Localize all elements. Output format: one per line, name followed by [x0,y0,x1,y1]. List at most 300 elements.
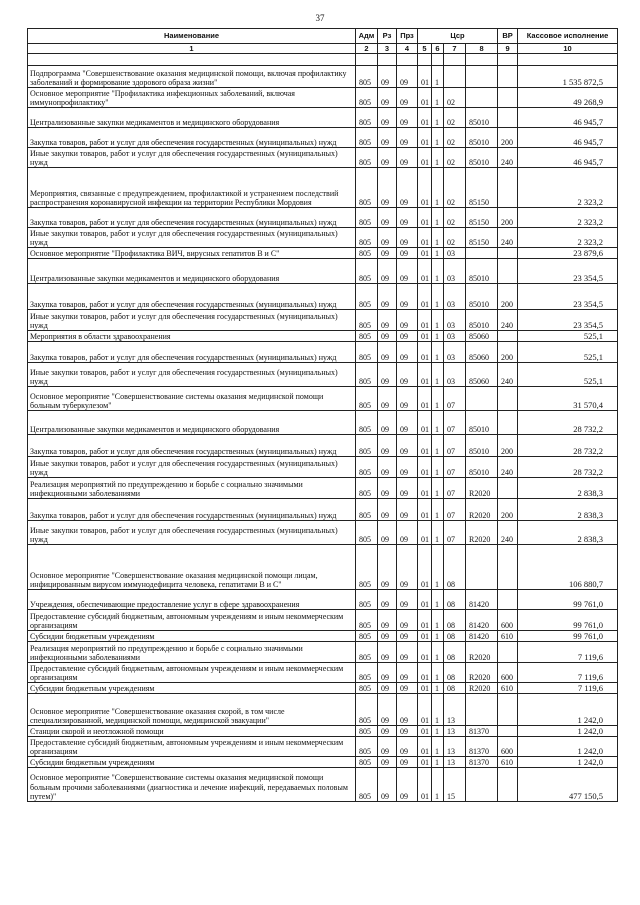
column-number: 4 [397,44,418,54]
row-csr-part1: 01 [418,435,432,457]
spacer-cell [28,54,356,66]
header-vr: ВР [498,29,518,44]
row-rz: 09 [378,590,397,610]
row-name: Иные закупки товаров, работ и услуг для обеспечения государственных (муниципальных) нужд [28,310,356,331]
row-amount: 1 242,0 [518,694,618,726]
row-rz: 09 [378,726,397,737]
row-adm: 805 [356,342,378,363]
row-csr-part4 [466,248,498,259]
row-rz: 09 [378,248,397,259]
row-prz: 09 [397,478,418,499]
row-name: Централизованные закупки медикаментов и медицинского оборудования [28,259,356,284]
row-csr-part3: 02 [444,88,466,108]
header-name: Наименование [28,29,356,44]
row-adm: 805 [356,435,378,457]
row-csr-part3: 03 [444,284,466,310]
table-row [28,694,618,726]
row-adm: 805 [356,631,378,642]
row-csr-part2: 1 [432,521,444,545]
table-row [28,726,618,737]
row-csr-part4: 85010 [466,435,498,457]
spacer-cell [518,54,618,66]
row-csr-part1: 01 [418,208,432,228]
row-prz: 09 [397,128,418,148]
header-rz: Рз [378,29,397,44]
row-csr-part3: 07 [444,435,466,457]
row-csr-part1: 01 [418,387,432,411]
row-csr-part3: 02 [444,148,466,168]
row-csr-part3: 08 [444,545,466,590]
row-name: Основное мероприятие "Совершенствование системы оказания медицинской помощи больным прочими заболеваниями (диагностика и лечение инфекций, передаваемых половым путем)" [28,768,356,802]
row-adm: 805 [356,128,378,148]
row-csr-part3: 02 [444,228,466,248]
budget-table [27,28,618,802]
table-row [28,590,618,610]
row-csr-part3: 08 [444,642,466,663]
row-name: Предоставление субсидий бюджетным, автономным учреждениям и иным некоммерческим организациям [28,663,356,683]
row-name: Закупка товаров, работ и услуг для обеспечения государственных (муниципальных) нужд [28,499,356,521]
row-rz: 09 [378,148,397,168]
row-name: Закупка товаров, работ и услуг для обеспечения государственных (муниципальных) нужд [28,208,356,228]
spacer-cell [418,54,432,66]
row-prz: 09 [397,387,418,411]
row-csr-part2: 1 [432,435,444,457]
row-amount: 28 732,2 [518,435,618,457]
row-prz: 09 [397,284,418,310]
table-row [28,88,618,108]
row-rz: 09 [378,610,397,631]
row-rz: 09 [378,168,397,208]
row-csr-part3: 03 [444,259,466,284]
row-prz: 09 [397,590,418,610]
row-csr-part3: 07 [444,387,466,411]
row-csr-part4: R2020 [466,683,498,694]
page-number: 37 [315,13,325,23]
row-adm: 805 [356,545,378,590]
row-amount: 1 242,0 [518,757,618,768]
row-prz: 09 [397,148,418,168]
row-rz: 09 [378,387,397,411]
row-csr-part1: 01 [418,363,432,387]
row-prz: 09 [397,457,418,478]
row-csr-part4: 81420 [466,590,498,610]
row-csr-part1: 01 [418,737,432,757]
table-row [28,610,618,631]
row-csr-part4: 85010 [466,148,498,168]
row-name: Станции скорой и неотложной помощи [28,726,356,737]
row-rz: 09 [378,757,397,768]
row-rz: 09 [378,363,397,387]
row-amount: 99 761,0 [518,610,618,631]
row-name: Основное мероприятие "Совершенствование оказания скорой, в том числе специализированной, медицинской помощи, медицинской эвакуации" [28,694,356,726]
row-prz: 09 [397,435,418,457]
row-rz: 09 [378,284,397,310]
row-adm: 805 [356,411,378,435]
row-prz: 09 [397,363,418,387]
row-csr-part3: 13 [444,694,466,726]
row-csr-part3: 03 [444,310,466,331]
row-vr: 240 [498,363,518,387]
row-csr-part4: 85060 [466,363,498,387]
row-name: Субсидии бюджетным учреждениям [28,757,356,768]
row-vr: 600 [498,663,518,683]
row-csr-part4: 85150 [466,208,498,228]
table-row [28,411,618,435]
row-csr-part2: 1 [432,590,444,610]
row-csr-part3: 03 [444,363,466,387]
row-prz: 09 [397,411,418,435]
table-row [28,284,618,310]
column-number: 6 [432,44,444,54]
row-vr: 600 [498,610,518,631]
row-adm: 805 [356,499,378,521]
row-vr [498,387,518,411]
row-prz: 09 [397,228,418,248]
table-row [28,499,618,521]
row-adm: 805 [356,590,378,610]
row-rz: 09 [378,768,397,802]
row-csr-part3: 07 [444,521,466,545]
row-vr: 200 [498,499,518,521]
row-csr-part2: 1 [432,478,444,499]
table-row [28,663,618,683]
table-row [28,310,618,331]
row-csr-part2: 1 [432,108,444,128]
row-csr-part2: 1 [432,331,444,342]
row-prz: 09 [397,310,418,331]
spacer-cell [498,54,518,66]
row-amount: 525,1 [518,342,618,363]
row-csr-part3: 08 [444,683,466,694]
row-csr-part3: 07 [444,499,466,521]
row-vr [498,726,518,737]
row-csr-part2: 1 [432,411,444,435]
row-vr: 610 [498,757,518,768]
row-amount: 525,1 [518,331,618,342]
row-prz: 09 [397,545,418,590]
row-vr: 200 [498,208,518,228]
row-csr-part3: 02 [444,128,466,148]
row-rz: 09 [378,521,397,545]
row-vr [498,248,518,259]
row-csr-part3: 02 [444,108,466,128]
row-name: Закупка товаров, работ и услуг для обеспечения государственных (муниципальных) нужд [28,342,356,363]
row-rz: 09 [378,66,397,88]
row-vr [498,411,518,435]
row-csr-part4: 81370 [466,726,498,737]
table-row [28,457,618,478]
row-rz: 09 [378,88,397,108]
row-vr [498,259,518,284]
row-csr-part3: 13 [444,757,466,768]
row-csr-part4: 85010 [466,108,498,128]
row-csr-part4: 81370 [466,757,498,768]
row-csr-part4: 85150 [466,168,498,208]
row-csr-part4: 85150 [466,228,498,248]
row-csr-part4 [466,768,498,802]
row-name: Иные закупки товаров, работ и услуг для обеспечения государственных (муниципальных) нужд [28,228,356,248]
column-number: 8 [466,44,498,54]
row-csr-part1: 01 [418,411,432,435]
row-csr-part4: 85010 [466,128,498,148]
row-prz: 09 [397,726,418,737]
row-csr-part3: 02 [444,168,466,208]
column-number: 7 [444,44,466,54]
row-prz: 09 [397,737,418,757]
row-rz: 09 [378,208,397,228]
row-adm: 805 [356,694,378,726]
spacer-cell [444,54,466,66]
row-rz: 09 [378,411,397,435]
row-csr-part4: 85060 [466,342,498,363]
row-vr: 240 [498,228,518,248]
row-amount: 46 945,7 [518,108,618,128]
row-csr-part2: 1 [432,387,444,411]
row-csr-part1: 01 [418,457,432,478]
row-adm: 805 [356,148,378,168]
row-name: Основное мероприятие "Профилактика инфекционных заболеваний, включая иммунопрофилактику" [28,88,356,108]
row-adm: 805 [356,737,378,757]
row-name: Субсидии бюджетным учреждениям [28,631,356,642]
row-vr: 200 [498,435,518,457]
row-csr-part3: 07 [444,457,466,478]
row-csr-part4: R2020 [466,663,498,683]
row-amount: 23 354,5 [518,284,618,310]
row-rz: 09 [378,331,397,342]
row-vr: 240 [498,521,518,545]
row-rz: 09 [378,631,397,642]
row-amount: 28 732,2 [518,457,618,478]
row-amount: 2 323,2 [518,208,618,228]
row-name: Мероприятия, связанные с предупреждением, профилактикой и устранением последствий распространения коронавирусной инфекции на территории Республики Мордовия [28,168,356,208]
row-csr-part1: 01 [418,631,432,642]
row-csr-part2: 1 [432,642,444,663]
row-name: Основное мероприятие "Совершенствование системы оказания медицинской помощи больным туберкулезом" [28,387,356,411]
row-rz: 09 [378,499,397,521]
row-vr [498,66,518,88]
row-vr: 610 [498,683,518,694]
row-rz: 09 [378,128,397,148]
row-name: Подпрограмма "Совершенствование оказания медицинской помощи, включая профилактику заболеваний и формирование здорового образа жизни" [28,66,356,88]
row-prz: 09 [397,683,418,694]
table-row [28,642,618,663]
row-csr-part2: 1 [432,66,444,88]
table-row [28,768,618,802]
table-row [28,435,618,457]
table-row [28,387,618,411]
row-csr-part4: 81420 [466,631,498,642]
column-numbers-row [28,44,618,54]
row-csr-part1: 01 [418,478,432,499]
table-row [28,363,618,387]
row-amount: 49 268,9 [518,88,618,108]
row-csr-part2: 1 [432,259,444,284]
row-csr-part3: 08 [444,610,466,631]
table-row [28,168,618,208]
row-prz: 09 [397,168,418,208]
row-csr-part3: 08 [444,631,466,642]
row-csr-part4: 85010 [466,457,498,478]
row-csr-part2: 1 [432,168,444,208]
table-row [28,259,618,284]
row-prz: 09 [397,108,418,128]
row-amount: 23 354,5 [518,259,618,284]
row-csr-part1: 01 [418,128,432,148]
row-name: Основное мероприятие "Профилактика ВИЧ, вирусных гепатитов В и С" [28,248,356,259]
row-csr-part1: 01 [418,88,432,108]
row-csr-part1: 01 [418,310,432,331]
row-vr [498,331,518,342]
row-prz: 09 [397,342,418,363]
row-amount: 7 119,6 [518,683,618,694]
row-adm: 805 [356,108,378,128]
row-vr [498,590,518,610]
header-row [28,29,618,44]
row-name: Закупка товаров, работ и услуг для обеспечения государственных (муниципальных) нужд [28,128,356,148]
row-name: Учреждения, обеспечивающие предоставление услуг в сфере здравоохранения [28,590,356,610]
row-rz: 09 [378,310,397,331]
row-csr-part2: 1 [432,726,444,737]
row-adm: 805 [356,521,378,545]
row-csr-part1: 01 [418,342,432,363]
row-amount: 23 354,5 [518,310,618,331]
row-adm: 805 [356,610,378,631]
row-csr-part2: 1 [432,248,444,259]
spacer-cell [466,54,498,66]
row-csr-part2: 1 [432,663,444,683]
row-csr-part2: 1 [432,88,444,108]
row-amount: 23 879,6 [518,248,618,259]
row-csr-part1: 01 [418,694,432,726]
row-csr-part4: R2020 [466,499,498,521]
row-rz: 09 [378,545,397,590]
row-adm: 805 [356,331,378,342]
row-rz: 09 [378,737,397,757]
row-csr-part4: R2020 [466,642,498,663]
row-rz: 09 [378,342,397,363]
row-prz: 09 [397,66,418,88]
row-csr-part1: 01 [418,757,432,768]
table-row [28,128,618,148]
row-name: Предоставление субсидий бюджетным, автономным учреждениям и иным некоммерческим организациям [28,610,356,631]
row-rz: 09 [378,642,397,663]
row-amount: 99 761,0 [518,590,618,610]
row-csr-part2: 1 [432,545,444,590]
row-csr-part4 [466,545,498,590]
row-csr-part3: 13 [444,726,466,737]
row-csr-part3: 08 [444,590,466,610]
row-vr [498,768,518,802]
table-row [28,248,618,259]
header-adm: Адм [356,29,378,44]
row-adm: 805 [356,663,378,683]
table-row [28,683,618,694]
row-vr [498,88,518,108]
row-csr-part1: 01 [418,66,432,88]
row-csr-part1: 01 [418,768,432,802]
row-amount: 2 323,2 [518,228,618,248]
row-prz: 09 [397,88,418,108]
row-amount: 28 732,2 [518,411,618,435]
row-rz: 09 [378,694,397,726]
row-adm: 805 [356,642,378,663]
row-csr-part4: 81370 [466,737,498,757]
row-csr-part4: 85010 [466,411,498,435]
spacer-cell [356,54,378,66]
row-csr-part3: 13 [444,737,466,757]
row-vr: 240 [498,148,518,168]
column-number: 3 [378,44,397,54]
row-csr-part4: 85060 [466,331,498,342]
row-vr [498,168,518,208]
row-csr-part2: 1 [432,284,444,310]
table-row [28,208,618,228]
row-csr-part4: 81420 [466,610,498,631]
row-rz: 09 [378,259,397,284]
row-amount: 46 945,7 [518,148,618,168]
row-adm: 805 [356,66,378,88]
row-csr-part3: 03 [444,248,466,259]
row-csr-part2: 1 [432,631,444,642]
row-csr-part1: 01 [418,590,432,610]
row-adm: 805 [356,478,378,499]
row-vr [498,642,518,663]
row-csr-part3: 08 [444,663,466,683]
table-row [28,631,618,642]
row-vr: 240 [498,310,518,331]
table-row [28,737,618,757]
row-vr: 600 [498,737,518,757]
row-amount: 99 761,0 [518,631,618,642]
row-adm: 805 [356,88,378,108]
table-row [28,478,618,499]
row-csr-part2: 1 [432,694,444,726]
row-csr-part3: 15 [444,768,466,802]
row-prz: 09 [397,694,418,726]
row-csr-part3: 03 [444,331,466,342]
row-rz: 09 [378,457,397,478]
row-vr [498,694,518,726]
row-amount: 2 323,2 [518,168,618,208]
row-amount: 46 945,7 [518,128,618,148]
table-row [28,148,618,168]
row-adm: 805 [356,284,378,310]
row-vr: 240 [498,457,518,478]
row-amount: 477 150,5 [518,768,618,802]
row-prz: 09 [397,521,418,545]
table-row [28,521,618,545]
row-amount: 1 242,0 [518,726,618,737]
row-csr-part2: 1 [432,363,444,387]
row-csr-part3: 07 [444,411,466,435]
row-csr-part1: 01 [418,683,432,694]
table-row [28,545,618,590]
row-amount: 2 838,3 [518,521,618,545]
row-csr-part1: 01 [418,521,432,545]
row-prz: 09 [397,259,418,284]
row-prz: 09 [397,663,418,683]
row-rz: 09 [378,683,397,694]
row-csr-part1: 01 [418,168,432,208]
row-csr-part4: 85010 [466,259,498,284]
row-adm: 805 [356,310,378,331]
table-row [28,331,618,342]
row-csr-part3: 03 [444,342,466,363]
row-rz: 09 [378,478,397,499]
row-rz: 09 [378,663,397,683]
row-csr-part1: 01 [418,248,432,259]
spacer-cell [397,54,418,66]
